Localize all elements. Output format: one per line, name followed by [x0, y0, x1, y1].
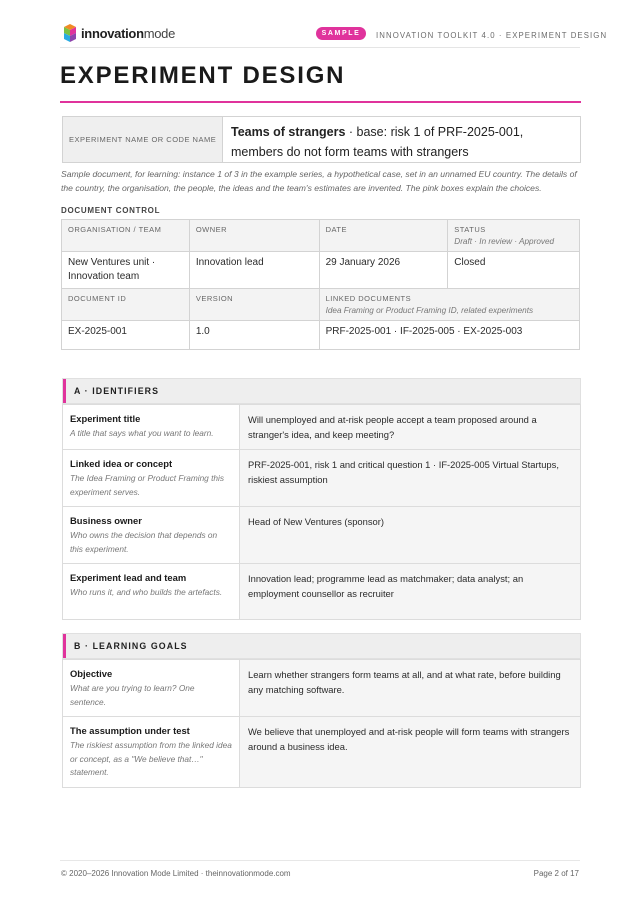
answer-text: Head of New Ventures (sponsor) — [240, 507, 581, 564]
answer-text: Learn whether strangers form teams at all, and at what rate, before building any matching software. — [240, 660, 581, 717]
value-owner: Innovation lead — [189, 252, 319, 289]
question-hint: Who runs it, and who builds the artefacts. — [70, 587, 223, 597]
toolkit-label: INNOVATION TOOLKIT 4.0 · EXPERIMENT DESIGN — [376, 31, 608, 40]
document-control-caption: DOCUMENT CONTROL — [61, 206, 161, 215]
experiment-name-value — [223, 117, 580, 162]
learning-goals-table — [62, 659, 581, 788]
question-title: Linked idea or concept — [70, 458, 173, 469]
question-title: Business owner — [70, 515, 142, 526]
section-a-banner — [62, 378, 581, 404]
question-title: Objective — [70, 668, 113, 679]
document-control-table — [61, 219, 580, 350]
page-number: Page 2 of 17 — [533, 869, 579, 878]
footer-divider — [60, 860, 580, 861]
label-date: DATE — [319, 220, 448, 252]
value-version: 1.0 — [189, 321, 319, 350]
question-hint: The riskiest assumption from the linked idea or concept, as a "We believe that…" statement. — [70, 740, 232, 777]
question-hint: The Idea Framing or Product Framing this experiment serves. — [70, 473, 225, 497]
answer-text: Will unemployed and at-risk people accept a team proposed around a stranger's idea, and keep meeting? — [240, 405, 581, 450]
label-version: VERSION — [189, 289, 319, 321]
page-title: EXPERIMENT DESIGN — [60, 62, 346, 89]
experiment-name-box — [62, 116, 581, 163]
footer-copyright: © 2020–2026 Innovation Mode Limited · theinnovationmode.com — [61, 869, 291, 878]
question-hint: What are you trying to learn? One sentence. — [70, 683, 195, 707]
label-owner: OWNER — [189, 220, 319, 252]
label-document-id: DOCUMENT ID — [62, 289, 190, 321]
status-hint: Draft · In review · Approved — [454, 237, 555, 246]
question-hint: A title that says what you want to learn. — [70, 428, 214, 438]
linked-hint: Idea Framing or Product Framing ID, related experiments — [325, 306, 534, 315]
question-hint: Who owns the decision that depends on this experiment. — [70, 530, 218, 554]
sample-badge: SAMPLE — [316, 27, 366, 40]
title-underline — [60, 101, 581, 103]
section-a-title: A · IDENTIFIERS — [74, 386, 160, 396]
brand-logo — [62, 24, 175, 42]
answer-text: Innovation lead; programme lead as matchmaker; data analyst; an employment counsellor as recruiter — [240, 564, 581, 620]
value-status: Closed — [448, 252, 580, 289]
table-row — [63, 450, 581, 507]
section-accent-bar — [63, 634, 66, 658]
value-organisation: New Ventures unit · Innovation team — [62, 252, 190, 289]
identifiers-table — [62, 404, 581, 620]
table-row — [63, 717, 581, 788]
section-accent-bar — [63, 379, 66, 403]
experiment-name-rest: · base: risk 1 of PRF-2025-001, members do not form teams with strangers — [231, 125, 524, 159]
label-status: STATUS Draft · In review · Approved — [448, 220, 580, 252]
answer-text: PRF-2025-001, risk 1 and critical question 1 · IF-2025-005 Virtual Startups, riskiest assumption — [240, 450, 581, 507]
answer-text: We believe that unemployed and at-risk people will form teams with strangers around a business idea. — [240, 717, 581, 788]
table-row — [63, 564, 581, 620]
value-date: 29 January 2026 — [319, 252, 448, 289]
header-divider — [60, 47, 580, 48]
table-row — [63, 660, 581, 717]
table-row — [63, 507, 581, 564]
label-organisation: ORGANISATION / TEAM — [62, 220, 190, 252]
question-title: Experiment lead and team — [70, 572, 187, 583]
logo-mark-icon — [62, 24, 78, 42]
section-b-banner — [62, 633, 581, 659]
table-row — [63, 405, 581, 450]
experiment-name-bold: Teams of strangers — [231, 125, 346, 139]
question-title: The assumption under test — [70, 725, 190, 736]
experiment-name-label: EXPERIMENT NAME OR CODE NAME — [63, 117, 223, 162]
intro-note: Sample document, for learning: instance 1 of 3 in the example series, a hypothetical case, set in an unnamed EU country. The details of the country, the organisation, the people, the ideas and the team's estimates are invented. The pink boxes explain the choices. — [61, 169, 577, 193]
label-linked-documents: LINKED DOCUMENTS Idea Framing or Product Framing ID, related experiments — [319, 289, 579, 321]
logo-wordmark: innovationmode — [81, 25, 176, 41]
value-document-id: EX-2025-001 — [62, 321, 190, 350]
value-linked-documents: PRF-2025-001 · IF-2025-005 · EX-2025-003 — [319, 321, 579, 350]
section-b-title: B · LEARNING GOALS — [74, 641, 188, 651]
question-title: Experiment title — [70, 413, 141, 424]
